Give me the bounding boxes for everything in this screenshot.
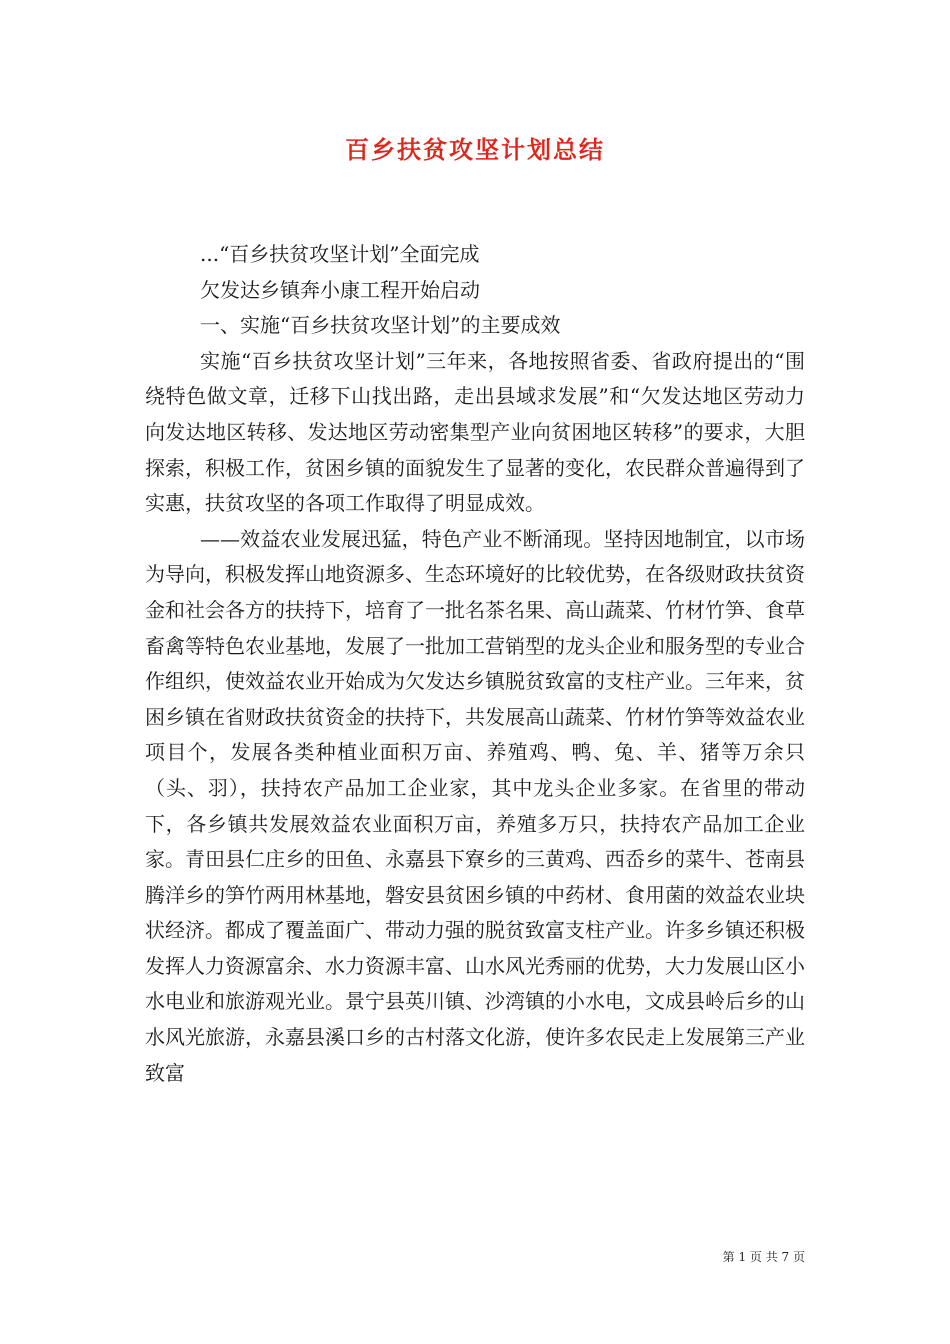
document-body bbox=[145, 237, 805, 1091]
document-title: 百乡扶贫攻坚计划总结 bbox=[345, 136, 605, 164]
paragraph-headline: ...“百乡扶贫攻坚计划”全面完成 bbox=[200, 242, 480, 266]
paragraph-intro: 实施“百乡扶贫攻坚计划”三年来，各地按照省委、省政府提出的“围绕特色做文章，迁移下山找出路，走出县域求发展”和“欠发达地区劳动力向发达地区转移、发达地区劳动密集型产业向贫困地区转移”的要求，大胆探索，积极工作，贫困乡镇的面貌发生了显著的变化，农民群众普遍得到了实惠，扶贫攻坚的各项工作取得了明显成效。 bbox=[145, 348, 805, 516]
paragraph-subheadline: 欠发达乡镇奔小康工程开始启动 bbox=[200, 277, 480, 302]
section-heading: 一、实施“百乡扶贫攻坚计划”的主要成效 bbox=[200, 313, 561, 338]
page-number: 第 1 页 共 7 页 bbox=[722, 1250, 805, 1264]
paragraph-agriculture: ——效益农业发展迅猛，特色产业不断涌现。坚持因地制宜，以市场为导向，积极发挥山地资源多、生态环境好的比较优势，在各级财政扶贫资金和社会各方的扶持下，培育了一批名茶名果、高山蔬菜、竹材竹笋、食草畜禽等特色农业基地，发展了一批加工营销型的龙头企业和服务型的专业合作组织，使效益农业开始成为欠发达乡镇脱贫致富的支柱产业。三年来，贫困乡镇在省财政扶贫资金的扶持下，共发展高山蔬菜、竹材竹笋等效益农业项目个，发展各类种植业面积万亩、养殖鸡、鸭、兔、羊、猪等万余只（头、羽），扶持农产品加工企业家，其中龙头企业多家。在省里的带动下，各乡镇共发展效益农业面积万亩，养殖多万只，扶持农产品加工企业家。青田县仁庄乡的田鱼、永嘉县下寮乡的三黄鸡、西岙乡的菜牛、苍南县腾洋乡的笋竹两用林基地，磐安县贫困乡镇的中药材、食用菌的效益农业块状经济。都成了覆盖面广、带动力强的脱贫致富支柱产业。许多乡镇还积极发挥人力资源富余、水力资源丰富、山水风光秀丽的优势，大力发展山区小水电业和旅游观光业。景宁县英川镇、沙湾镇的小水电，文成县岭后乡的山水风光旅游，永嘉县溪口乡的古村落文化游，使许多农民走上发展第三产业致富 bbox=[145, 526, 805, 1085]
